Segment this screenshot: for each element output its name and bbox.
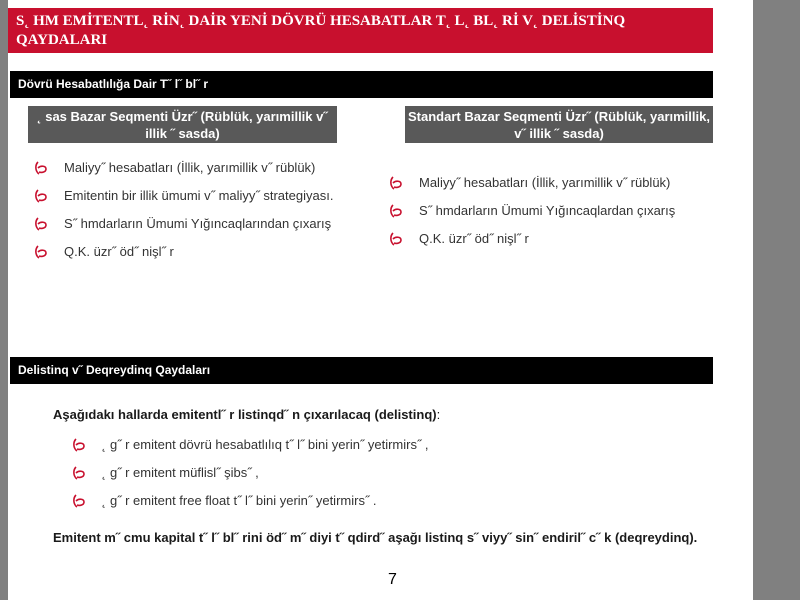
deqreydinq-note-text: Emitent m˝ cmu kapital t˝ l˝ bl˝ rini öd˝ m˝ diyi t˝ qdird˝ aşağı listinq s˝ viyy˝ sin˝ endiril˝ c˝ k (deqreydinq). [53,530,698,545]
section-heading-delisting-text: Delistinq v˝ Deqreydinq Qaydaları [18,363,211,377]
bullet-icon [34,217,48,231]
delisting-intro-colon: : [436,407,441,422]
standard-segment-heading [405,106,713,143]
list-item [72,487,692,515]
bullet-icon [34,189,48,203]
list-item-text: S˝ hmdarların Ümumi Yığıncaqlardan çıxarış [419,203,676,218]
bullet-icon [72,494,86,508]
list-item-text: S˝ hmdarların Ümumi Yığıncaqlarından çıxarış [64,216,332,231]
slide-title-text: S˛ HM EMİTENTL˛ RİN˛ DAİR YENİ DÖVRÜ HESABATLAR T˛ L˛ BL˛ Rİ V˛ DELİSTİNQ QAYDALARI [16,13,626,48]
list-item [389,197,719,225]
slide-title [8,8,713,53]
main-segment-heading [28,106,337,143]
bullet-icon [72,466,86,480]
section-heading-reporting [10,71,713,98]
bullet-icon [389,204,403,218]
bullet-icon [389,232,403,246]
section-heading-reporting-text: Dövrü Hesabatlılığa Dair T˝ l˝ bl˝ r [18,77,209,91]
list-item-text: ˛ g˝ r emitent free float t˝ l˝ bini yerin˝ yetirmirs˝ . [102,493,377,508]
delisting-intro-bold: Aşağıdakı hallarda emitentl˝ r listinqd˝ n çıxarılacaq (delistinq) [53,407,437,422]
delisting-conditions-list [72,431,692,515]
list-item [34,182,364,210]
list-item [72,459,692,487]
bullet-icon [389,176,403,190]
list-item [34,238,364,266]
list-item-text: Maliyy˝ hesabatları (İllik, yarımillik v˝ rüblük) [64,160,316,175]
bullet-icon [34,245,48,259]
main-segment-list [34,154,364,266]
delisting-intro [53,406,703,424]
standard-segment-list [389,169,719,253]
list-item [389,225,719,253]
list-item-text: Maliyy˝ hesabatları (İllik, yarımillik v˝ rüblük) [419,175,671,190]
bullet-icon [72,438,86,452]
list-item-text: Q.K. üzr˝ öd˝ nişl˝ r [64,244,174,259]
list-item [34,154,364,182]
list-item-text: ˛ g˝ r emitent dövrü hesabatlılıq t˝ l˝ bini yerin˝ yetirmirs˝ , [102,437,429,452]
list-item [389,169,719,197]
list-item-text: Emitentin bir illik ümumi v˝ maliyy˝ strategiyası. [64,188,334,203]
list-item [72,431,692,459]
standard-segment-heading-text: Standart Bazar Seqmenti Üzr˝ (Rüblük, yarımillik, v˝ illik ˝ sasda) [408,109,710,141]
list-item-text: ˛ g˝ r emitent müflisl˝ şibs˝ , [102,465,259,480]
page-number-text: 7 [388,571,397,588]
bullet-icon [34,161,48,175]
main-segment-heading-text: ˛ sas Bazar Seqmenti Üzr˝ (Rüblük, yarımillik v˝ illik ˝ sasda) [37,109,328,141]
page-number [388,571,397,589]
list-item [34,210,364,238]
deqreydinq-note [53,529,703,547]
section-heading-delisting [10,357,713,384]
list-item-text: Q.K. üzr˝ öd˝ nişl˝ r [419,231,529,246]
